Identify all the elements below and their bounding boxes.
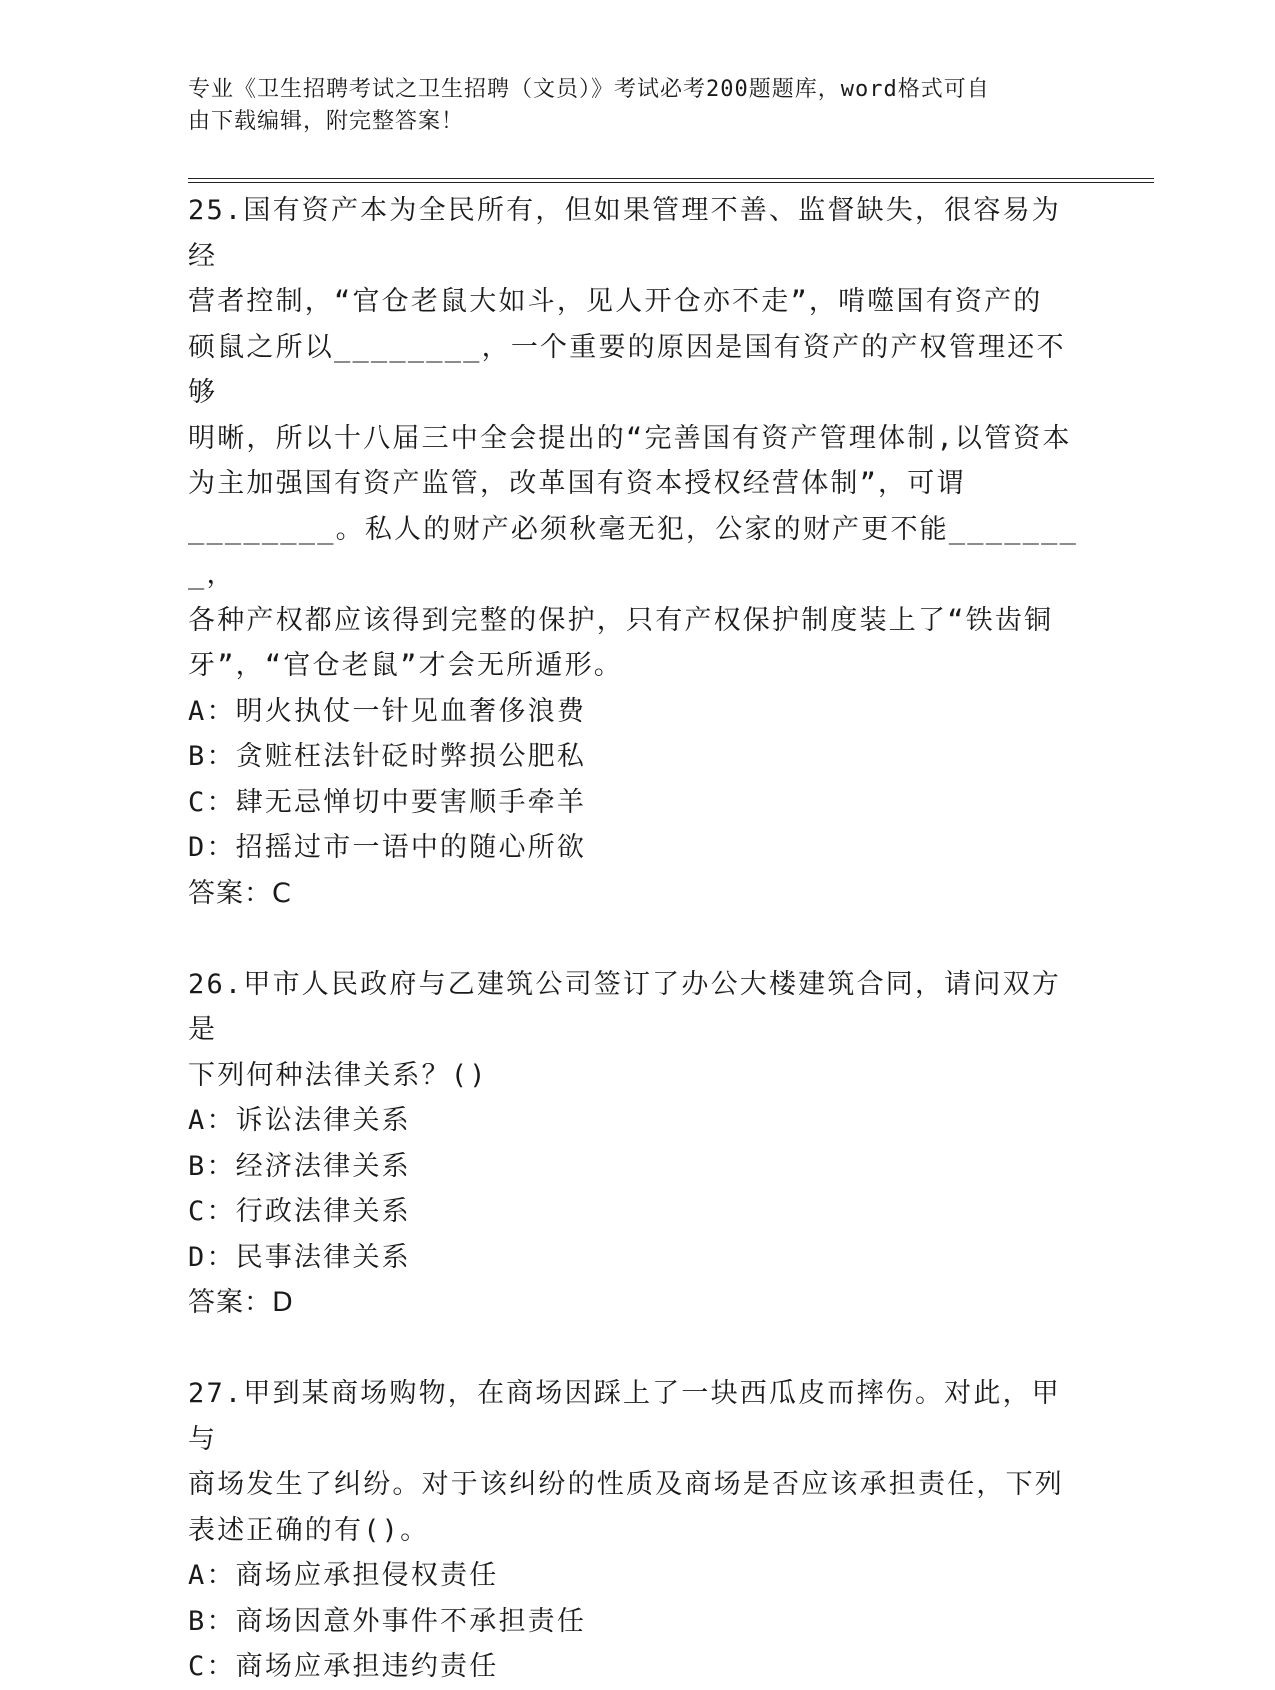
question-line: 25.国有资产本为全民所有，但如果管理不善、监督缺失，很容易为经 (188, 195, 1061, 272)
question-line: 27.甲到某商场购物，在商场因踩上了一块西瓜皮而摔伤。对此，甲与 (188, 1378, 1061, 1455)
spacer (188, 916, 1088, 962)
answer-line: 答案：C (188, 877, 292, 909)
question-27 (188, 1371, 1088, 1690)
answer-line: 答案：D (188, 1287, 294, 1318)
header-line-2: 由下载编辑，附完整答案！ (188, 109, 465, 134)
option-d: D：民事法律关系 (188, 1241, 411, 1273)
option-d: D：招摇过市一语中的随心所欲 (188, 832, 587, 863)
question-line: 各种产权都应该得到完整的保护，只有产权保护制度装上了“铁齿铜 (188, 604, 1054, 636)
question-line: 商场发生了纠纷。对于该纠纷的性质及商场是否应该承担责任，下列 (188, 1469, 1064, 1500)
question-list (188, 188, 1088, 1690)
question-line: 营者控制，“官仓老鼠大如斗，见人开仓亦不走”，啃噬国有资产的 (188, 286, 1043, 317)
question-line: 硕鼠之所以________，一个重要的原因是国有资产的产权管理还不够 (188, 331, 1066, 408)
header-divider-top (188, 178, 1154, 179)
question-line: 为主加强国有资产监管，改革国有资本授权经营体制”，可谓 (188, 468, 966, 499)
option-b: B：经济法律关系 (188, 1150, 411, 1182)
question-line: 表述正确的有()。 (188, 1514, 430, 1546)
document-header (188, 74, 1078, 138)
header-line-1: 专业《卫生招聘考试之卫生招聘（文员）》考试必考200题题库，word格式可自 (188, 77, 990, 102)
option-a: A：商场应承担侵权责任 (188, 1560, 499, 1591)
option-b: B：商场因意外事件不承担责任 (188, 1605, 587, 1637)
option-c: C：行政法律关系 (188, 1196, 411, 1227)
question-line: ________。私人的财产必须秋毫无犯，公家的财产更不能________， (188, 513, 1079, 590)
spacer (188, 1326, 1088, 1372)
question-26 (188, 962, 1088, 1326)
option-a: A：明火执仗一针见血奢侈浪费 (188, 695, 587, 727)
option-c: C：肆无忌惮切中要害顺手牵羊 (188, 786, 587, 818)
option-c: C：商场应承担违约责任 (188, 1651, 499, 1682)
question-25 (188, 188, 1088, 916)
option-b: B：贪赃枉法针砭时弊损公肥私 (188, 741, 587, 772)
header-divider-bottom (188, 182, 1154, 183)
question-line: 下列何种法律关系？() (188, 1059, 488, 1091)
question-line: 26.甲市人民政府与乙建筑公司签订了办公大楼建筑合同，请问双方是 (188, 968, 1061, 1045)
question-line: 牙”，“官仓老鼠”才会无所遁形。 (188, 650, 623, 681)
question-line: 明晰，所以十八届三中全会提出的“完善国有资产管理体制,以管资本 (188, 422, 1072, 454)
option-a: A：诉讼法律关系 (188, 1105, 411, 1136)
